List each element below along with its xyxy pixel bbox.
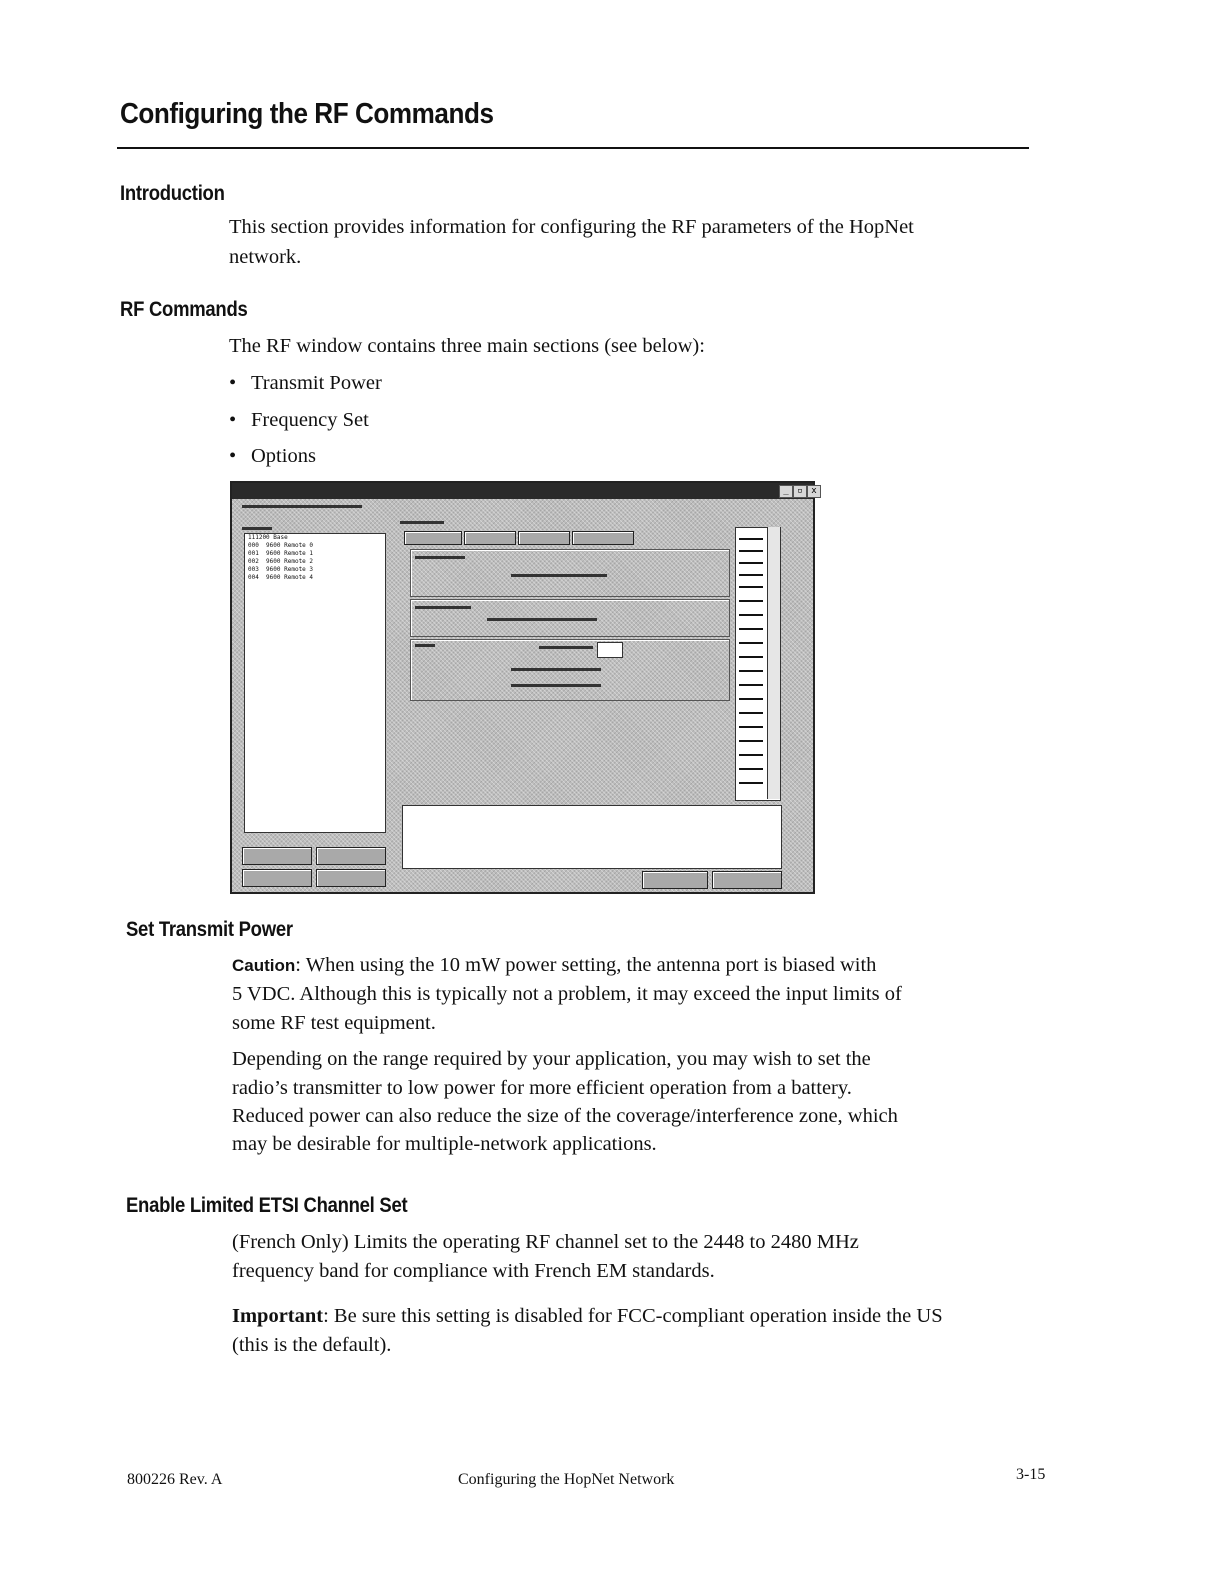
maximize-button[interactable]: ▫ (793, 485, 807, 498)
list-item[interactable]: 001 9600 Remote 1 (248, 550, 314, 557)
frequency-set-group (410, 599, 730, 637)
list-label (242, 527, 272, 530)
bullet-item: • Frequency Set (229, 409, 369, 431)
caution-line-3: some RF test equipment. (232, 1012, 436, 1034)
rf-commands-heading: RF Commands (120, 298, 248, 321)
toolbar-strip (242, 505, 362, 508)
list-item[interactable]: 003 9600 Remote 3 (248, 566, 314, 573)
minimize-button[interactable]: _ (779, 485, 793, 498)
introduction-heading: Introduction (120, 182, 225, 205)
rf-commands-intro: The RF window contains three main sections (see below): (229, 335, 705, 357)
tab-other[interactable] (572, 531, 634, 545)
group-label (415, 644, 435, 647)
channel-scrollbar[interactable] (767, 527, 780, 799)
list-item[interactable]: 004 9600 Remote 4 (248, 574, 314, 581)
dialog-button-2[interactable] (712, 871, 782, 889)
list-item[interactable]: 002 9600 Remote 2 (248, 558, 314, 565)
important-line-1: Important: Be sure this setting is disabled for FCC-compliant operation inside the US (232, 1305, 943, 1327)
list-item[interactable]: 111200 Base (248, 534, 288, 541)
transmit-paragraph-line-3: Reduced power can also reduce the size of the coverage/interference zone, which (232, 1105, 898, 1127)
list-item[interactable]: 000 9600 Remote 0 (248, 542, 314, 549)
caution-line-1: Caution: When using the 10 mW power setting, the antenna port is biased with (232, 954, 877, 976)
left-button-1[interactable] (242, 847, 312, 865)
caution-label: Caution (232, 956, 296, 975)
left-button-4[interactable] (316, 869, 386, 887)
footer-revision: 800226 Rev. A (127, 1471, 223, 1488)
tab-transmit[interactable] (404, 531, 462, 545)
tab-label (400, 521, 444, 524)
etsi-line-1: (French Only) Limits the operating RF channel set to the 2448 to 2480 MHz (232, 1231, 859, 1253)
dialog-button-1[interactable] (642, 871, 708, 889)
option-input[interactable] (597, 642, 623, 658)
etsi-heading: Enable Limited ETSI Channel Set (126, 1194, 408, 1217)
bullet-item: • Transmit Power (229, 372, 382, 394)
tab-frequency[interactable] (464, 531, 516, 545)
field-label (487, 618, 597, 621)
options-group (410, 639, 730, 701)
left-button-2[interactable] (316, 847, 386, 865)
group-label (415, 606, 471, 609)
rf-window-screenshot (230, 481, 815, 894)
left-button-3[interactable] (242, 869, 312, 887)
title-rule (117, 147, 1029, 149)
output-textbox[interactable] (402, 805, 782, 869)
etsi-line-2: frequency band for compliance with French EM standards. (232, 1260, 715, 1282)
transmit-paragraph-line-1: Depending on the range required by your application, you may wish to set the (232, 1048, 871, 1070)
important-label: Important (232, 1305, 324, 1327)
bullet-item: • Options (229, 445, 316, 467)
footer-chapter: Configuring the HopNet Network (458, 1471, 675, 1488)
field-label (539, 646, 593, 649)
transmit-paragraph-line-2: radio’s transmitter to low power for more efficient operation from a battery. (232, 1077, 852, 1099)
introduction-line-1: This section provides information for configuring the RF parameters of the HopNet (229, 216, 914, 238)
group-label (415, 556, 465, 559)
set-transmit-power-heading: Set Transmit Power (126, 918, 293, 941)
caution-line-2: 5 VDC. Although this is typically not a problem, it may exceed the input limits of (232, 983, 902, 1005)
close-button[interactable]: x (807, 485, 821, 498)
page-title: Configuring the RF Commands (120, 98, 494, 130)
field-label (511, 684, 601, 687)
window-titlebar (232, 483, 813, 499)
introduction-line-2: network. (229, 246, 302, 268)
field-label (511, 668, 601, 671)
footer-page-number: 3-15 (1016, 1466, 1046, 1483)
important-line-2: (this is the default). (232, 1334, 392, 1356)
field-label (511, 574, 607, 577)
tab-options[interactable] (518, 531, 570, 545)
transmit-paragraph-line-4: may be desirable for multiple-network applications. (232, 1133, 657, 1155)
node-list[interactable] (244, 533, 386, 833)
transmit-power-group (410, 549, 730, 597)
